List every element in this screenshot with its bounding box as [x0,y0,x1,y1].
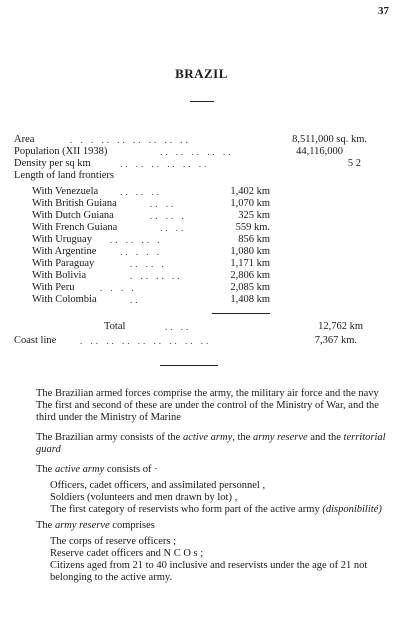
frontier-value: 559 km. [235,222,270,233]
leader-dots: .. . . . [120,247,162,257]
leader-dots: .. [130,295,141,305]
frontier-value: 1,070 km [230,198,270,209]
frontier-label: With Bolivia [32,270,87,281]
list-item [14,560,390,584]
coast-value: 7,367 km. [314,335,357,346]
frontier-label: With Venezuela [32,186,99,197]
population-label: Population (XII 1938) [14,146,108,157]
frontier-label: With French Guiana [32,222,118,233]
text-run: , the [232,432,253,443]
paragraph [14,520,390,532]
page-number: 37 [378,5,389,17]
title-rule [190,101,214,102]
frontier-value: 1,402 km [230,186,270,197]
frontier-value: 325 km [238,210,270,221]
sum-rule [212,313,270,314]
text-run: The Brazilian army consists of the [36,432,183,443]
leader-dots: .. .. . [150,211,187,221]
italic-term: territorial guard [36,432,386,455]
frontier-label: With Colombia [32,294,97,305]
text-run: comprises [109,520,155,531]
list-item [14,492,390,504]
frontier-value: 2,085 km [230,282,270,293]
leader-dots: .. .. .. .. .. .. [120,159,210,169]
list-item [14,548,390,560]
total-label: Total [104,321,126,332]
text-run: The [36,464,55,475]
section-rule [160,365,218,366]
paragraph [14,388,390,424]
paragraph-text: The Brazilian armed forces comprise the army, the military air force and the navy The first and second of these are under the control of the Ministry of War, and the third under the Ministry of Marine [36,388,379,423]
list-item [14,504,390,516]
leader-dots: . . . .. .. .. .. .. .. [70,135,191,145]
list-item-text: The corps of reserve officers ; [50,536,177,547]
area-label: Area [14,134,35,145]
area-value: 8,511,000 sq. km. [292,134,367,145]
frontier-label: With Argentine [32,246,97,257]
coast-label: Coast line [14,335,57,346]
leader-dots: .. .. [150,199,177,209]
list-item-text: Officers, cadet officers, and assimilated personnel , [50,480,266,491]
text-run: and the [307,432,344,443]
italic-term: army reserve [252,432,308,443]
leader-dots: .. .. .. . [110,235,163,245]
frontier-label: With Dutch Guiana [32,210,114,221]
density-label: Density per sq km [14,158,91,169]
frontier-value: 856 km [238,234,270,245]
frontier-value: 1,408 km [230,294,270,305]
paragraph [14,464,390,476]
frontier-value: 2,806 km [230,270,270,281]
list-item-text: The first category of reservists who form part of the active army [50,504,323,515]
total-value: 12,762 km [318,321,363,332]
leader-dots: . . . . [100,283,137,293]
leader-dots: .. .. .. .. .. [160,147,234,157]
list-item-text: Soldiers (volunteers and men drawn by lot) , [50,492,238,503]
leader-dots: .. .. . [130,259,167,269]
frontier-value: 1,171 km [230,258,270,269]
frontier-label: With Peru [32,282,75,293]
leader-dots: . .. .. .. [130,271,183,281]
frontier-label: With Uruguay [32,234,92,245]
italic-term: active army [54,464,105,475]
frontier-value: 1,080 km [230,246,270,257]
density-value: 5 2 [347,158,361,169]
paragraph [14,432,390,456]
list-item [14,536,390,548]
leader-dots: .. .. [165,322,192,332]
italic-term: (disponibilité) [322,504,382,515]
leader-dots: .. .. [160,223,187,233]
list-item-text: Citizens aged from 21 to 40 inclusive and reservists under the age of 21 not belonging to the active army. [50,560,368,583]
body-text [14,388,390,584]
frontiers-label: Length of land frontiers [14,170,115,181]
population-value: 44,116,000 [296,146,343,157]
list-item-text: Reserve cadet officers and N C O s ; [50,548,204,559]
frontier-label: With British Guiana [32,198,117,209]
italic-term: army reserve [54,520,110,531]
leader-dots: .. .. .. [120,187,162,197]
page-title: BRAZIL [175,66,228,81]
italic-term: active army [182,432,233,443]
leader-dots: . .. .. .. .. .. .. .. .. [80,336,212,346]
frontier-label: With Paraguay [32,258,95,269]
text-run: consists of · [104,464,158,475]
text-run: The [36,520,55,531]
list-item [14,480,390,492]
